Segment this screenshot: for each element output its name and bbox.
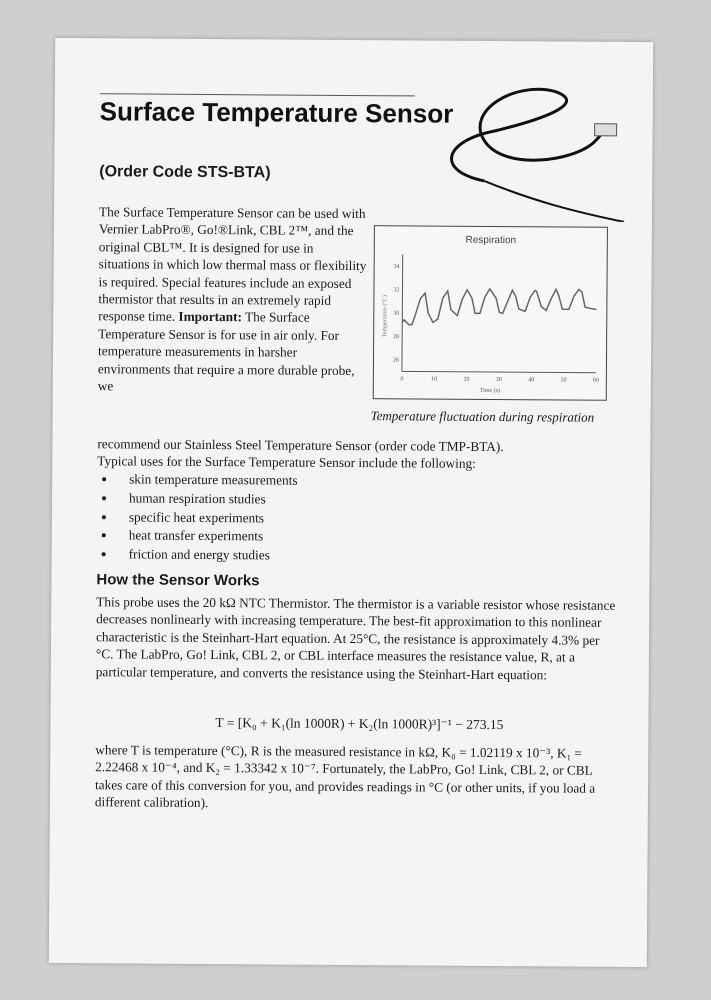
x-tick-label: 40: [528, 377, 535, 384]
chart-title: Respiration: [465, 234, 517, 247]
y-axis: [402, 254, 403, 371]
important-text: The Surface Temperature Sensor is for use in air only. For temperature measurements in harsher environments that require a more durable probe, we: [97, 309, 355, 394]
x-axis: [402, 371, 596, 372]
respiration-chart: [373, 225, 608, 401]
recommend-text: recommend our Stainless Steel Temperature Sensor (order code TMP-BTA).: [97, 436, 504, 455]
list-item: • heat transfer experiments: [117, 527, 298, 547]
x-tick-label: 20: [463, 376, 470, 383]
document-page: [49, 38, 653, 967]
x-axis-label: Time (s): [479, 387, 500, 395]
steinhart-hart-equation: T = [K₀ + K₁(ln 1000R) + K₂(ln 1000R)³]⁻¹ − 273.15: [215, 715, 504, 733]
x-tick-label: 30: [495, 377, 502, 384]
y-axis-label: Temperature (°C): [382, 295, 389, 338]
section-paragraph-2: where T is temperature (°C), R is the measured resistance in kΩ, K₀ = 1.02119 x 10⁻³, K₁ = 2.22468 x 10⁻⁴, and K₂ = 1.33342 x 10⁻⁷. Fortunately, the LabPro, Go! Link, CBL 2, or CBL takes care of this conversion for you, and provides readings in °C (or other units, if you load a different calibration).: [94, 742, 596, 811]
sensor-cable-image: [424, 81, 655, 223]
y-tick-label: 28: [393, 334, 400, 341]
uses-intro: Typical uses for the Surface Temperature Sensor include the following:: [97, 453, 476, 471]
list-item: • human respiration studies: [117, 489, 298, 509]
important-label: Important:: [178, 309, 243, 325]
chart-caption: Temperature fluctuation during respiration: [370, 408, 595, 425]
intro-text: The Surface Temperature Sensor can be used with Vernier LabPro®, Go!®Link, CBL 2™, and the original CBL™. It is designed for use in situations in which low thermal mass or flexibility is required. Special features include an exposed thermistor that results in an extremely rapid response time.: [98, 204, 367, 325]
series-line: [402, 288, 596, 326]
section-heading: How the Sensor Works: [96, 571, 260, 590]
page-title: Surface Temperature Sensor: [99, 96, 454, 129]
y-tick-label: 30: [393, 310, 400, 317]
order-code: (Order Code STS-BTA): [99, 163, 271, 182]
y-tick-label: 34: [393, 263, 400, 271]
intro-paragraph: [98, 203, 367, 396]
list-item: • specific heat experiments: [117, 508, 298, 528]
y-tick-label: 32: [393, 287, 400, 294]
x-tick-label: 60: [592, 377, 599, 384]
x-tick-label: 10: [431, 376, 438, 383]
y-tick-label: 26: [392, 357, 400, 364]
uses-list: [97, 470, 298, 565]
list-item: • skin temperature measurements: [117, 470, 298, 490]
list-item: • friction and energy studies: [117, 546, 298, 566]
x-tick-label: 0: [400, 376, 404, 383]
x-tick-label: 50: [560, 377, 567, 384]
section-paragraph-1: This probe uses the 20 kΩ NTC Thermistor. The thermistor is a variable resistor whose resistance decreases nonlinearly with increasing temperature. The best-fit approximation to this nonlinear characteristic is the Steinhart-Hart equation. At 25°C, the resistance is approximately 4.3% per °C. The LabPro, Go! Link, CBL 2, or CBL interface measures the resistance value, R, at a particular temperature, and converts the resistance using the Steinhart-Hart equation:: [95, 594, 616, 682]
